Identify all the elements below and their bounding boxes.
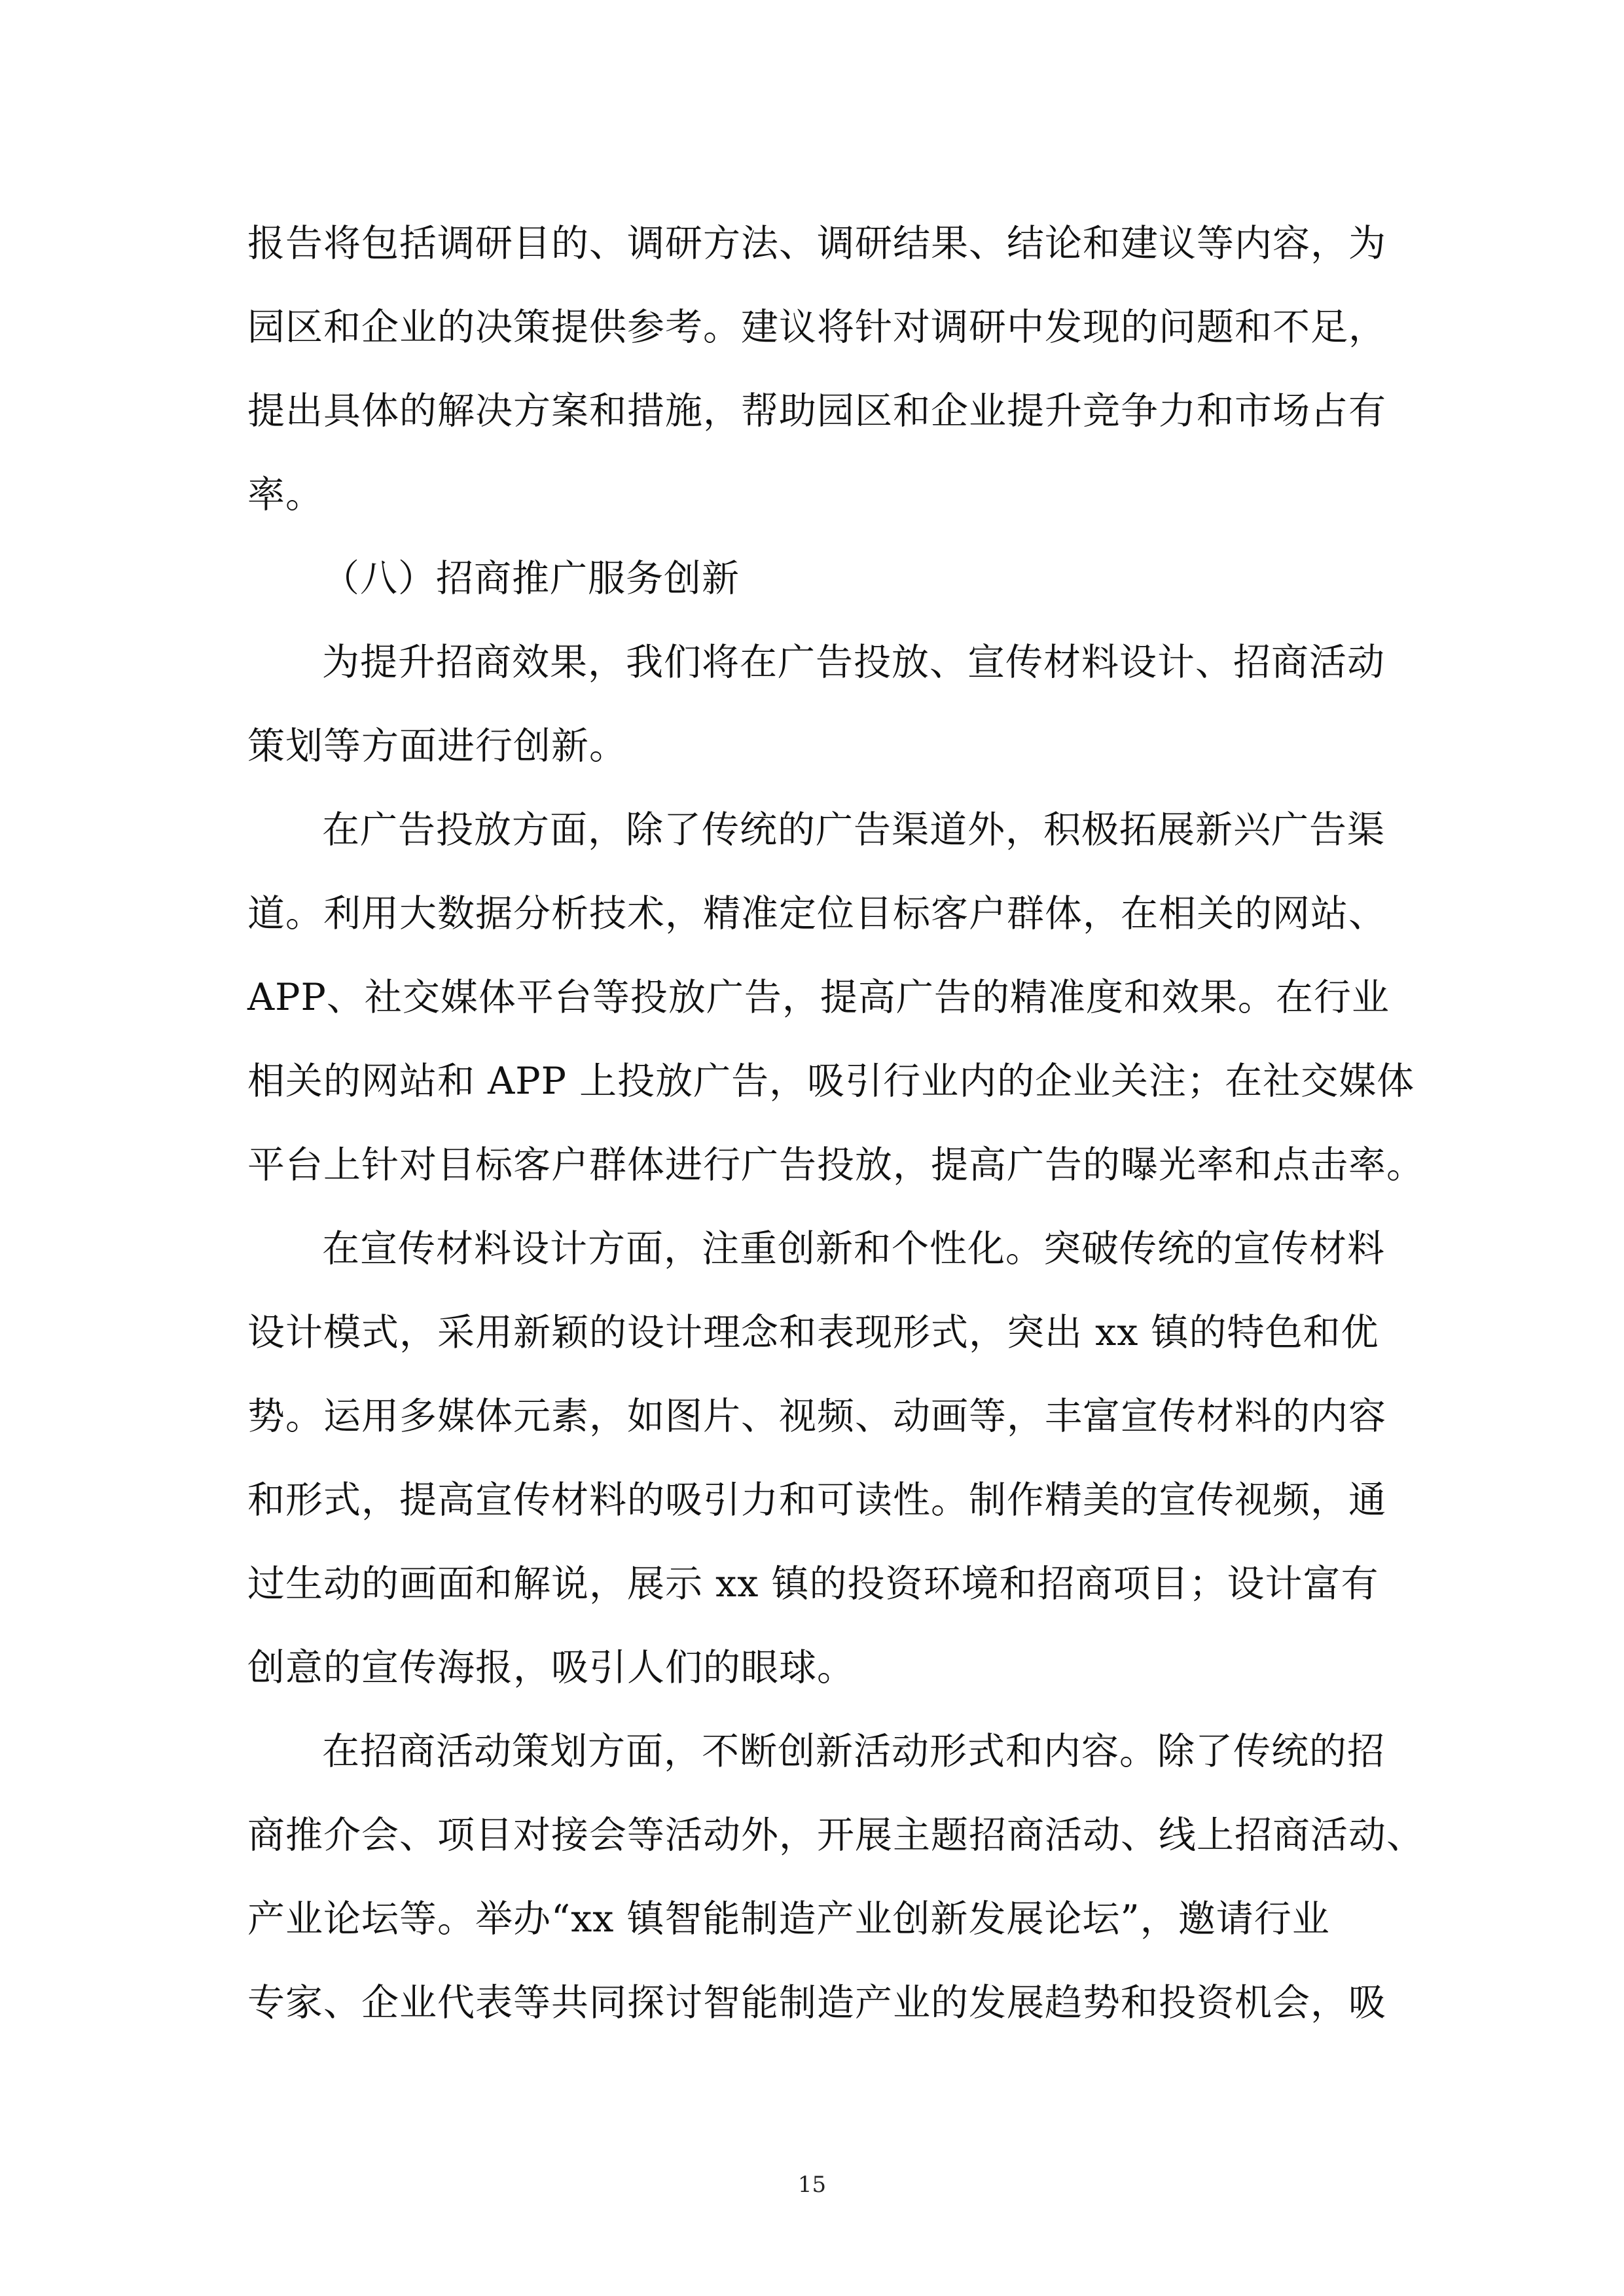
paragraph-3-line-2: 道。利用大数据分析技术，精准定位目标客户群体，在相关的网站、 [247,892,1386,935]
paragraph-3-line-3: APP、社交媒体平台等投放广告，提高广告的精准度和效果。在行业 [247,976,1390,1019]
paragraph-4-line-2: 设计模式，采用新颖的设计理念和表现形式，突出 xx 镇的特色和优 [247,1311,1379,1354]
paragraph-4-line-4: 和形式，提高宣传材料的吸引力和可读性。制作精美的宣传视频，通 [247,1479,1386,1522]
paragraph-5-line-1: 在招商活动策划方面，不断创新活动形式和内容。除了传统的招 [322,1730,1385,1773]
paragraph-1-line-2: 园区和企业的决策提供参考。建议将针对调研中发现的问题和不足， [247,306,1386,349]
paragraph-3-line-5: 平台上针对目标客户群体进行广告投放，提高广告的曝光率和点击率。 [247,1143,1424,1187]
paragraph-1-line-3: 提出具体的解决方案和措施，帮助园区和企业提升竞争力和市场占有 [247,389,1386,433]
paragraph-2-line-2: 策划等方面进行创新。 [247,725,627,768]
paragraph-5-line-3: 产业论坛等。举办“xx 镇智能制造产业创新发展论坛”，邀请行业 [247,1897,1330,1941]
paragraph-4-line-1: 在宣传材料设计方面，注重创新和个性化。突破传统的宣传材料 [322,1227,1385,1270]
paragraph-4-line-5: 过生动的画面和解说，展示 xx 镇的投资环境和招商项目；设计富有 [247,1562,1379,1605]
paragraph-1-line-4: 率。 [247,473,323,516]
paragraph-2-line-1: 为提升招商效果，我们将在广告投放、宣传材料设计、招商活动 [322,641,1385,684]
paragraph-5-line-4: 专家、企业代表等共同探讨智能制造产业的发展趋势和投资机会，吸 [247,1981,1386,2024]
paragraph-3-line-4: 相关的网站和 APP 上投放广告，吸引行业内的企业关注；在社交媒体 [247,1060,1415,1103]
section-heading: （八）招商推广服务创新 [322,557,740,600]
paragraph-3-line-1: 在广告投放方面，除了传统的广告渠道外，积极拓展新兴广告渠 [322,808,1385,852]
page-number: 15 [797,2172,827,2198]
paragraph-5-line-2: 商推介会、项目对接会等活动外，开展主题招商活动、线上招商活动、 [247,1814,1424,1857]
paragraph-4-line-6: 创意的宣传海报，吸引人们的眼球。 [247,1646,855,1689]
paragraph-4-line-3: 势。运用多媒体元素，如图片、视频、动画等，丰富宣传材料的内容 [247,1395,1386,1438]
paragraph-1-line-1: 报告将包括调研目的、调研方法、调研结果、结论和建议等内容，为 [247,222,1386,265]
